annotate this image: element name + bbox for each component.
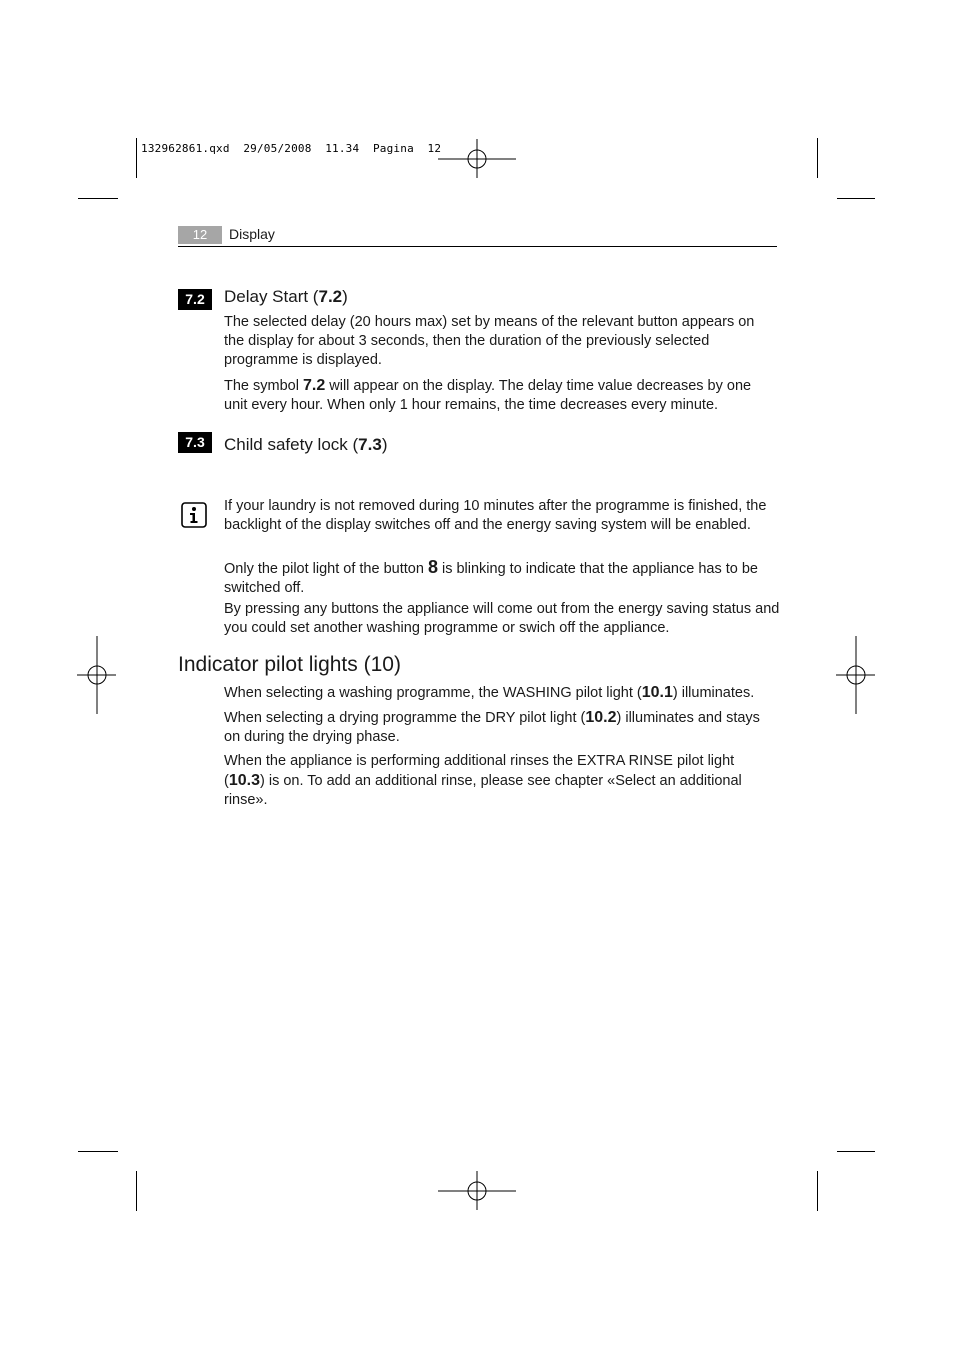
registration-mark (438, 1152, 516, 1230)
crop-mark (136, 138, 137, 178)
paragraph: When selecting a washing programme, the WASHING pilot light (10.1) illuminates. (224, 684, 755, 701)
paragraph: When selecting a drying programme the DRY pilot light (10.2) illuminates and stays on during the drying phase. (224, 709, 760, 745)
paragraph: The selected delay (20 hours max) set by means of the relevant button appears on the display for about 3 seconds, then the duration of the previously selected programme is displayed. (224, 314, 755, 368)
registration-mark (58, 636, 136, 714)
crop-mark (837, 198, 875, 199)
print-slug: 132962861.qxd 29/05/2008 11.34 Pagina 12 (141, 142, 442, 155)
paragraph: The symbol 7.2 will appear on the display. The delay time value decreases by one unit every hour. When only 1 hour remains, the time decreases every minute. (224, 377, 752, 413)
section-title: Child safety lock (7.3) (224, 435, 388, 454)
paragraph: When the appliance is performing additional rinses the EXTRA RINSE pilot light (10.3) is on. To add an additional rinse, please see chapter «Select an additional rinse». (224, 753, 742, 808)
running-header-title: Display (229, 226, 275, 242)
section-badge: 7.3 (178, 432, 212, 453)
registration-mark (438, 120, 516, 198)
crop-mark (837, 1151, 875, 1152)
paragraph: By pressing any buttons the appliance will come out from the energy saving status and you could set another washing programme or swich off the appliance. (224, 601, 780, 636)
section-title: Delay Start (7.2) (224, 287, 348, 306)
paragraph: Only the pilot light of the button 8 is blinking to indicate that the appliance has to be switched off. (224, 557, 758, 596)
registration-mark (817, 636, 895, 714)
crop-mark (817, 1171, 818, 1211)
header-rule (178, 246, 777, 247)
section-badge: 7.2 (178, 289, 212, 310)
crop-mark (78, 198, 118, 199)
page-number: 12 (178, 226, 222, 244)
crop-mark (817, 138, 818, 178)
crop-mark (136, 1171, 137, 1211)
info-icon (181, 502, 207, 528)
crop-mark (78, 1151, 118, 1152)
section-heading: Indicator pilot lights (10) (178, 653, 401, 676)
paragraph: If your laundry is not removed during 10 minutes after the programme is finished, the backlight of the display switches off and the energy saving system will be enabled. (224, 498, 767, 533)
